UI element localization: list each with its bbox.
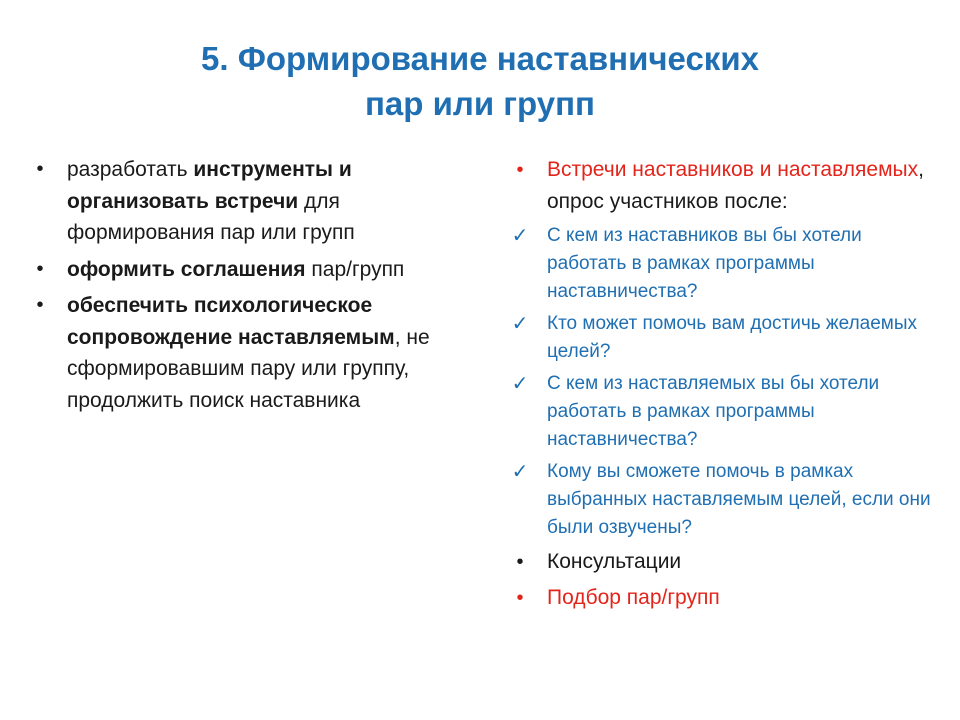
right-item-pairs [510,582,940,614]
left-item-support [30,290,480,416]
left-bullet-list [30,154,480,416]
left-item-tools [30,154,480,249]
bullet-icon: • [36,294,44,316]
question-item [510,222,940,306]
bullet-icon: • [516,587,524,609]
left-item-support-text-b: , не сформировавшим пару или группу, продолжить поиск наставника [67,325,430,412]
bullet-icon: • [516,159,524,181]
right-item-consultations [510,546,940,578]
checkmark-icon: ✓ [511,373,529,395]
checkmark-icon: ✓ [511,461,529,483]
right-item-meetings-text-b: , опрос участников после: [547,158,924,213]
left-item-agreements [30,254,480,286]
title-line-2: пар или групп [364,85,595,122]
left-item-agreements-text-a: оформить соглашения [67,257,306,281]
left-item-agreements-text-b: пар/групп [305,257,405,281]
checkmark-icon: ✓ [511,225,529,247]
bullet-icon: • [516,551,524,573]
left-column [30,154,480,421]
question-item [510,458,940,542]
slide-title [0,36,960,126]
question-text: С кем из наставников вы бы хотели работать в рамках программы наставничества? [547,225,862,302]
left-item-tools-text-c: для формирования пар или групп [67,189,355,244]
right-bullet-list [510,154,940,614]
question-text: Кому вы сможете помочь в рамках выбранных наставляемым целей, если они были озвучены? [547,461,931,538]
left-item-tools-text-a: разработать [67,158,194,181]
question-text: Кто может помочь вам достичь желаемых целей? [547,313,918,362]
bullet-icon: • [36,257,44,280]
question-item [510,370,940,454]
left-item-support-text-a: обеспечить психологическое сопровождение наставляемым [67,294,395,349]
right-item-meetings-text-a: Встречи наставников и наставляемых [547,158,919,181]
right-item-consultations-text: Консультации [547,550,682,573]
question-item [510,310,940,366]
left-item-tools-text-b: инструменты и организовать встречи [67,158,352,213]
checkmark-icon: ✓ [511,313,529,335]
question-text: С кем из наставляемых вы бы хотели работать в рамках программы наставничества? [547,373,880,450]
right-column [510,154,940,618]
title-line-1: 5. Формирование наставнических [201,40,759,77]
right-item-meetings [510,154,940,218]
bullet-icon: • [36,158,44,180]
right-item-pairs-text: Подбор пар/групп [547,586,720,609]
